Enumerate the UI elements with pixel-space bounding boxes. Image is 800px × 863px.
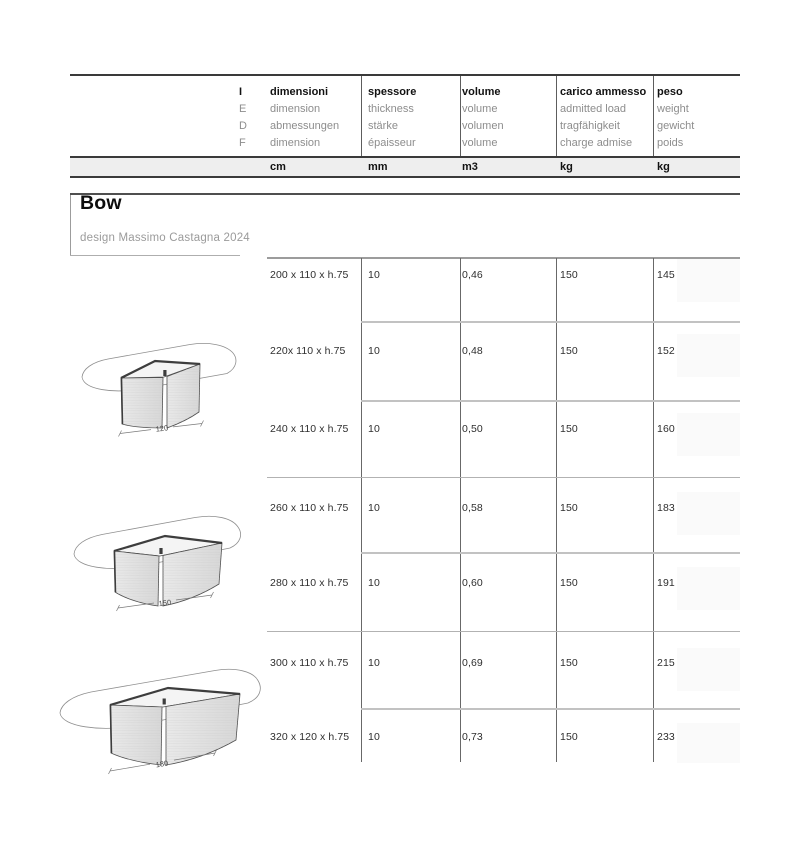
- cell-dimensions: 200 x 110 x h.75: [270, 269, 349, 281]
- dimension-label: 180: [155, 758, 169, 770]
- legend-label: admitted load: [560, 103, 627, 115]
- legend-col-weight: [657, 84, 694, 152]
- title-box-border: [70, 195, 71, 255]
- cell-thickness: 10: [368, 502, 380, 514]
- language-code: F: [239, 137, 246, 149]
- group-separator: [267, 477, 740, 478]
- rule: [70, 176, 740, 178]
- row-separator: [361, 321, 740, 323]
- cell-weight: 183: [657, 502, 675, 514]
- cell-dimensions: 220x 110 x h.75: [270, 345, 346, 357]
- cell-load: 150: [560, 269, 578, 281]
- legend-label: weight: [657, 103, 689, 115]
- legend-label: dimension: [270, 103, 321, 115]
- legend-col-volume: [462, 84, 504, 152]
- cell-dimensions: 280 x 110 x h.75: [270, 577, 349, 589]
- column-divider: [460, 76, 461, 156]
- legend-label: dimension: [270, 137, 321, 149]
- unit-label: mm: [368, 161, 388, 173]
- legend-label: stärke: [368, 120, 398, 132]
- base-left-edge: [111, 705, 112, 753]
- cell-weight: 152: [657, 345, 675, 357]
- legend-col-thickness: [368, 84, 416, 152]
- product-drawing-large: [45, 665, 270, 787]
- column-divider: [556, 258, 557, 762]
- cell-dimensions: 320 x 120 x h.75: [270, 731, 350, 743]
- legend-label: volumen: [462, 120, 504, 132]
- cell-volume: 0,60: [462, 577, 483, 589]
- cell-weight: 215: [657, 657, 675, 669]
- base-left-edge: [115, 551, 116, 592]
- row-separator: [361, 708, 740, 710]
- weight-shade: [677, 413, 740, 456]
- cell-volume: 0,58: [462, 502, 483, 514]
- base-joint: [159, 548, 162, 554]
- cell-thickness: 10: [368, 731, 380, 743]
- legend-label: dimensioni: [270, 86, 329, 98]
- unit-label: kg: [560, 161, 573, 173]
- base-joint: [163, 370, 166, 376]
- unit-label: kg: [657, 161, 670, 173]
- cell-load: 150: [560, 577, 578, 589]
- units-band: [70, 158, 740, 176]
- column-divider: [653, 76, 654, 156]
- weight-shade: [677, 492, 740, 535]
- title-box-border: [70, 255, 240, 256]
- cell-volume: 0,50: [462, 423, 483, 435]
- legend-col-load: [560, 84, 646, 152]
- dimension-label: 150: [158, 597, 172, 609]
- column-divider: [653, 258, 654, 762]
- cell-weight: 145: [657, 269, 675, 281]
- legend-label: volume: [462, 103, 498, 115]
- cell-thickness: 10: [368, 577, 380, 589]
- cell-thickness: 10: [368, 423, 380, 435]
- cell-thickness: 10: [368, 657, 380, 669]
- cell-weight: 191: [657, 577, 675, 589]
- row-separator: [361, 552, 740, 554]
- cell-load: 150: [560, 345, 578, 357]
- product-drawing-medium: [55, 510, 255, 622]
- top-rule: [70, 74, 740, 76]
- weight-shade: [677, 334, 740, 377]
- base-left-texture: [114, 551, 159, 606]
- cell-load: 150: [560, 502, 578, 514]
- base-right-texture: [166, 694, 240, 765]
- legend-label: volume: [462, 86, 501, 98]
- column-divider: [361, 76, 362, 156]
- cell-load: 150: [560, 731, 578, 743]
- cell-load: 150: [560, 657, 578, 669]
- page-title: Bow: [80, 192, 122, 214]
- base-left-texture: [121, 378, 163, 429]
- column-divider: [361, 258, 362, 762]
- cell-dimensions: 260 x 110 x h.75: [270, 502, 349, 514]
- legend-col-dimensions: [270, 84, 339, 152]
- weight-shade: [677, 567, 740, 610]
- unit-label: m3: [462, 161, 478, 173]
- weight-shade: [677, 648, 740, 691]
- cell-thickness: 10: [368, 269, 380, 281]
- legend-label: volume: [462, 137, 498, 149]
- dimension-label: 120: [155, 423, 169, 434]
- legend-label: poids: [657, 137, 684, 149]
- spec-table-top-rule: [267, 257, 740, 259]
- cell-dimensions: 300 x 110 x h.75: [270, 657, 349, 669]
- base-joint: [163, 699, 166, 705]
- legend-label: épaisseur: [368, 137, 416, 149]
- section-rule: [70, 193, 740, 195]
- legend-label: thickness: [368, 103, 414, 115]
- cell-weight: 233: [657, 731, 675, 743]
- designer-credit: design Massimo Castagna 2024: [80, 232, 250, 244]
- cell-load: 150: [560, 423, 578, 435]
- cell-thickness: 10: [368, 345, 380, 357]
- weight-shade: [677, 259, 740, 302]
- cell-dimensions: 240 x 110 x h.75: [270, 423, 349, 435]
- language-code: E: [239, 103, 247, 115]
- legend-label: peso: [657, 86, 683, 98]
- language-code: I: [239, 86, 243, 98]
- legend-label: spessore: [368, 86, 417, 98]
- cell-volume: 0,46: [462, 269, 483, 281]
- legend-label: tragfähigkeit: [560, 120, 620, 132]
- cell-volume: 0,73: [462, 731, 483, 743]
- column-divider: [556, 76, 557, 156]
- cell-weight: 160: [657, 423, 675, 435]
- legend-label: carico ammesso: [560, 86, 647, 98]
- legend-label: gewicht: [657, 120, 695, 132]
- product-drawing-small: [60, 340, 250, 445]
- column-divider: [460, 258, 461, 762]
- unit-label: cm: [270, 161, 286, 173]
- group-separator: [267, 631, 740, 632]
- weight-shade: [677, 723, 740, 763]
- base-left-edge: [122, 378, 123, 424]
- legend-label: abmessungen: [270, 120, 340, 132]
- cell-volume: 0,48: [462, 345, 483, 357]
- row-separator: [361, 400, 740, 402]
- language-code: D: [239, 120, 247, 132]
- cell-volume: 0,69: [462, 657, 483, 669]
- language-code-column: [239, 84, 247, 152]
- legend-label: charge admise: [560, 137, 633, 149]
